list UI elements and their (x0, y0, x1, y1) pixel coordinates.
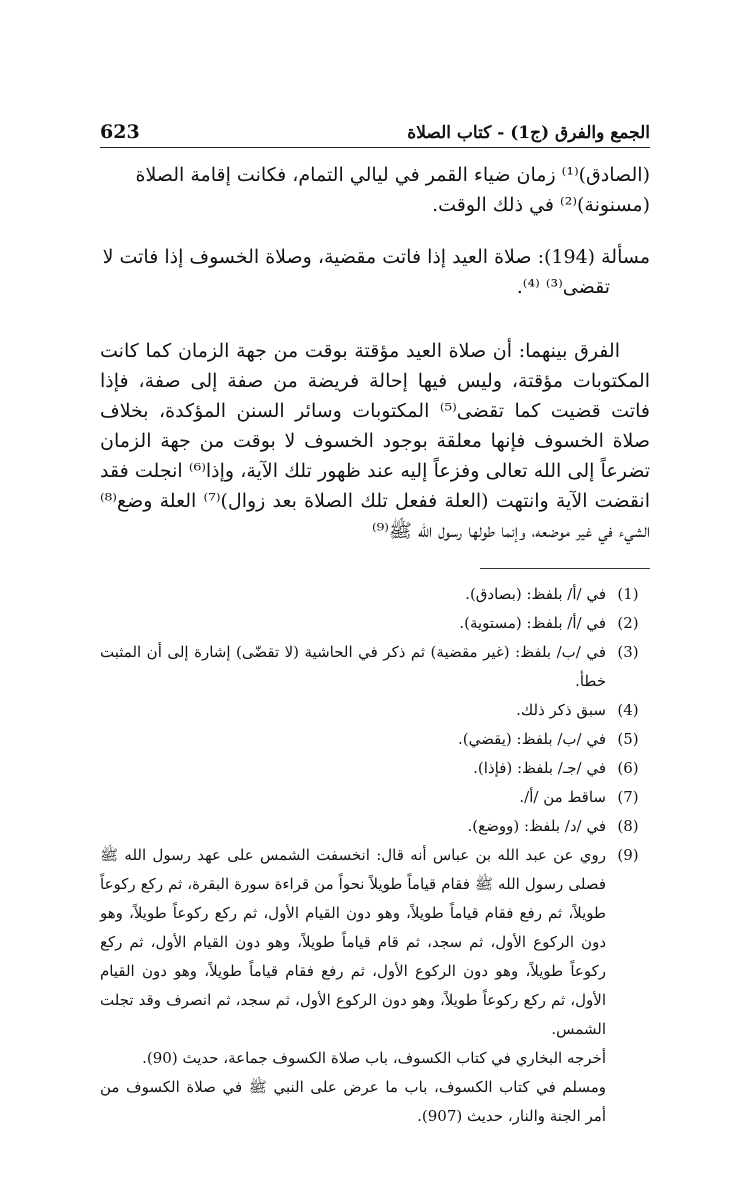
footnote (100, 609, 650, 638)
footnote-text: في /أ/ بلفظ: (بصادق). (465, 585, 606, 603)
footnote-text: سبق ذكر ذلك. (516, 701, 606, 719)
issue-194-line-2: تقضى⁽³⁾ ⁽⁴⁾. (516, 276, 610, 298)
footnote-number: (5) (617, 730, 639, 748)
paragraph-1 (100, 160, 650, 220)
issue-194 (100, 242, 650, 302)
paragraph-1-line-2: (مسنونة)⁽²⁾ في ذلك الوقت. (432, 194, 650, 216)
footnote-number: (7) (617, 788, 639, 806)
footnote (100, 812, 650, 841)
footnote-source-muslim: ومسلم في كتاب الكسوف، باب ما عرض على النبي ﷺ في صلاة الكسوف من أمر الجنة والنار، حديث (907). (100, 1078, 606, 1125)
footnote (100, 696, 650, 725)
footnote-number: (6) (617, 759, 639, 777)
footnote-text: روي عن عبد الله بن عباس أنه قال: انخسفت الشمس على عهد رسول الله ﷺ فصلى رسول الله ﷺ فقام قياماً طويلاً نحواً من قراءة سورة البقرة، ثم ركع ركوعاً طويلاً، ثم رفع فقام قياماً طويلاً، وهو دون القيام الأول، ثم ركع ركوعاً طويلاً، وهو دون الركوع الأول، ثم سجد، ثم قام قياماً طويلاً، وهو دون القيام الأول، ثم ركع ركوعاً طويلاً، وهو دون الركوع الأول، ثم رفع فقام قياماً طويلاً، وهو دون القيام الأول، ثم ركع ركوعاً طويلاً، وهو دون الركوع الأول، ثم سجد، ثم انصرف وقد تجلت الشمس. (100, 846, 606, 1038)
footnote (100, 638, 650, 696)
footnote-text: في /أ/ بلفظ: (مستوية). (459, 614, 606, 632)
issue-194-line-1: مسألة (194): صلاة العيد إذا فاتت مقضية، وصلاة الخسوف إذا فاتت لا (102, 246, 650, 268)
paragraph-1-line-1: (الصادق)⁽¹⁾ زمان ضياء القمر في ليالي التمام، فكانت إقامة الصلاة (135, 164, 650, 186)
footnote-number: (1) (617, 585, 639, 603)
footnote (100, 841, 650, 1044)
page-header (100, 113, 650, 148)
footnote-number: (8) (617, 817, 639, 835)
footnote-number: (3) (617, 643, 639, 661)
footnote (100, 754, 650, 783)
footnote (100, 725, 650, 754)
footnote-text: ساقط من /أ/. (519, 788, 606, 806)
footnote-separator (480, 568, 650, 569)
footnote-number: (9) (617, 846, 639, 864)
footnote-number: (2) (617, 614, 639, 632)
footnote (100, 580, 650, 609)
footnote-text: في /ب/ بلفظ: (يقضي). (458, 730, 606, 748)
running-title: الجمع والفرق (ج1) - كتاب الصلاة (407, 123, 650, 143)
footnotes (100, 580, 650, 1131)
page-number: 623 (100, 121, 140, 143)
difference-paragraph: الفرق بينهما: أن صلاة العيد مؤقتة بوقت من جهة الزمان كما كانت المكتوبات مؤقتة، وليس فيها إحالة فريضة من صفة إلى صفة، فإذا فاتت قضيت كما تقضى⁽⁵⁾ المكتوبات وسائر السنن المؤكدة، بخلاف صلاة الخسوف فإنها معلقة بوجود الخسوف لا بوقت من جهة الزمان تضرعاً إلى الله تعالى وفزعاً إليه عند ظهور تلك الآية، وإذا⁽⁶⁾ انجلت فقد انقضت الآية وانتهت (العلة ففعل تلك الصلاة بعد زوال)⁽⁷⁾ العلة وضع⁽⁸⁾ الشيء في غير موضعه، وإنما طولها رسول الله ﷺ⁽⁹⁾ (100, 340, 651, 542)
footnote-text: في /جـ/ بلفظ: (فإذا). (473, 759, 606, 777)
footnote-text: في /د/ بلفظ: (ووضع). (467, 817, 606, 835)
footnote (100, 783, 650, 812)
main-text (100, 160, 650, 546)
footnote-text: في /ب/ بلفظ: (غير مقضية) ثم ذكر في الحاشية (لا تقضّى) إشارة إلى أن المثبت خطأ. (100, 643, 606, 690)
footnote-source-bukhari: أخرجه البخاري في كتاب الكسوف، باب صلاة الكسوف جماعة، حديث (90). (142, 1049, 606, 1067)
footnote-number: (4) (617, 701, 639, 719)
